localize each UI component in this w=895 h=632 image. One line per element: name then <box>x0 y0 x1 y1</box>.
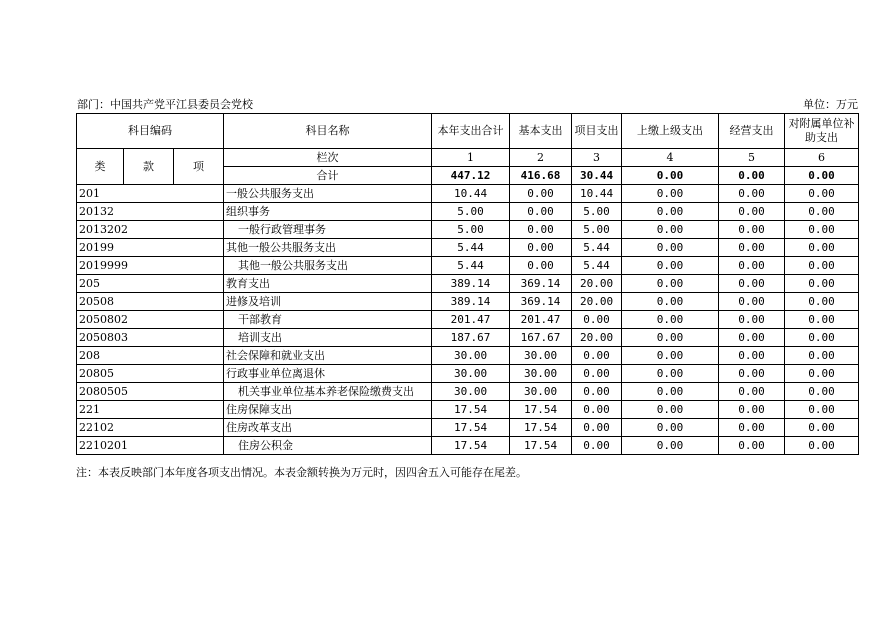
row-value: 0.00 <box>622 329 719 347</box>
row-value: 0.00 <box>785 293 859 311</box>
row-value: 30.00 <box>510 383 572 401</box>
row-value: 0.00 <box>719 221 785 239</box>
header-business: 经营支出 <box>719 114 785 149</box>
row-name: 住房改革支出 <box>224 419 432 437</box>
row-value: 0.00 <box>572 383 622 401</box>
row-value: 17.54 <box>432 401 510 419</box>
row-value: 5.00 <box>572 221 622 239</box>
column-index-number: 1 <box>432 149 510 167</box>
table-row <box>77 239 859 257</box>
row-value: 0.00 <box>622 293 719 311</box>
row-name: 培训支出 <box>224 329 432 347</box>
row-value: 5.44 <box>432 239 510 257</box>
row-value: 10.44 <box>432 185 510 203</box>
header-xiang: 项 <box>174 149 224 185</box>
row-value: 30.00 <box>432 347 510 365</box>
row-value: 0.00 <box>572 437 622 455</box>
column-index-number: 2 <box>510 149 572 167</box>
row-name: 教育支出 <box>224 275 432 293</box>
table-row <box>77 365 859 383</box>
row-code: 2210201 <box>77 437 224 455</box>
expenditure-table <box>76 113 859 455</box>
row-value: 0.00 <box>785 347 859 365</box>
row-code: 22102 <box>77 419 224 437</box>
row-name: 一般公共服务支出 <box>224 185 432 203</box>
total-value: 0.00 <box>719 167 785 185</box>
header-subsidy: 对附属单位补助支出 <box>785 114 859 149</box>
row-value: 20.00 <box>572 275 622 293</box>
table-row <box>77 203 859 221</box>
row-value: 5.44 <box>572 257 622 275</box>
row-value: 0.00 <box>572 419 622 437</box>
row-value: 30.00 <box>510 347 572 365</box>
row-value: 0.00 <box>622 383 719 401</box>
row-value: 0.00 <box>572 365 622 383</box>
row-value: 17.54 <box>510 437 572 455</box>
table-row <box>77 383 859 401</box>
row-value: 0.00 <box>785 311 859 329</box>
row-value: 201.47 <box>510 311 572 329</box>
row-value: 0.00 <box>622 311 719 329</box>
row-value: 0.00 <box>719 437 785 455</box>
row-value: 0.00 <box>785 419 859 437</box>
column-index-number: 4 <box>622 149 719 167</box>
row-value: 30.00 <box>510 365 572 383</box>
table-row <box>77 329 859 347</box>
row-value: 10.44 <box>572 185 622 203</box>
row-value: 0.00 <box>785 383 859 401</box>
row-value: 389.14 <box>432 293 510 311</box>
row-value: 0.00 <box>622 401 719 419</box>
row-code: 2050802 <box>77 311 224 329</box>
table-row <box>77 293 859 311</box>
total-value: 447.12 <box>432 167 510 185</box>
row-value: 0.00 <box>719 257 785 275</box>
row-name: 组织事务 <box>224 203 432 221</box>
row-code: 2019999 <box>77 257 224 275</box>
row-value: 0.00 <box>622 221 719 239</box>
row-value: 0.00 <box>785 185 859 203</box>
header-total: 本年支出合计 <box>432 114 510 149</box>
row-value: 0.00 <box>622 239 719 257</box>
header-remit: 上缴上级支出 <box>622 114 719 149</box>
row-value: 20.00 <box>572 293 622 311</box>
row-value: 0.00 <box>622 203 719 221</box>
row-code: 205 <box>77 275 224 293</box>
header-name: 科目名称 <box>224 114 432 149</box>
row-value: 0.00 <box>785 329 859 347</box>
table-row <box>77 275 859 293</box>
row-name: 住房保障支出 <box>224 401 432 419</box>
row-code: 2013202 <box>77 221 224 239</box>
row-value: 389.14 <box>432 275 510 293</box>
row-value: 30.00 <box>432 365 510 383</box>
row-value: 0.00 <box>572 401 622 419</box>
row-name: 住房公积金 <box>224 437 432 455</box>
row-value: 0.00 <box>785 401 859 419</box>
row-value: 0.00 <box>719 203 785 221</box>
header-code-group: 科目编码 <box>77 114 224 149</box>
row-name: 社会保障和就业支出 <box>224 347 432 365</box>
unit-label: 单位：万元 <box>803 98 858 111</box>
row-code: 201 <box>77 185 224 203</box>
row-value: 0.00 <box>572 311 622 329</box>
row-value: 0.00 <box>719 383 785 401</box>
total-value: 0.00 <box>622 167 719 185</box>
row-code: 221 <box>77 401 224 419</box>
row-value: 0.00 <box>785 221 859 239</box>
row-value: 5.00 <box>432 221 510 239</box>
row-value: 0.00 <box>719 329 785 347</box>
department-label: 部门：中国共产党平江县委员会党校 <box>77 98 253 111</box>
row-value: 0.00 <box>719 311 785 329</box>
row-value: 5.00 <box>572 203 622 221</box>
row-code: 20805 <box>77 365 224 383</box>
row-name: 干部教育 <box>224 311 432 329</box>
table-row <box>77 257 859 275</box>
row-value: 0.00 <box>719 185 785 203</box>
row-value: 0.00 <box>510 239 572 257</box>
row-value: 0.00 <box>785 275 859 293</box>
row-value: 5.44 <box>572 239 622 257</box>
row-value: 0.00 <box>719 293 785 311</box>
row-value: 5.44 <box>432 257 510 275</box>
column-index-row <box>77 149 859 167</box>
row-value: 0.00 <box>510 203 572 221</box>
row-name: 进修及培训 <box>224 293 432 311</box>
table-row <box>77 221 859 239</box>
row-value: 0.00 <box>622 257 719 275</box>
footnote: 注：本表反映部门本年度各项支出情况。本表金额转换为万元时，因四舍五入可能存在尾差。 <box>76 466 527 479</box>
row-value: 187.67 <box>432 329 510 347</box>
total-value: 416.68 <box>510 167 572 185</box>
row-value: 20.00 <box>572 329 622 347</box>
row-value: 369.14 <box>510 293 572 311</box>
row-code: 20132 <box>77 203 224 221</box>
row-value: 0.00 <box>785 257 859 275</box>
header-lei: 类 <box>77 149 124 185</box>
table-row <box>77 311 859 329</box>
header-kuan: 款 <box>124 149 174 185</box>
row-value: 0.00 <box>622 419 719 437</box>
row-name: 行政事业单位离退休 <box>224 365 432 383</box>
row-code: 20199 <box>77 239 224 257</box>
table-row <box>77 347 859 365</box>
row-value: 0.00 <box>719 239 785 257</box>
row-value: 0.00 <box>719 365 785 383</box>
row-value: 0.00 <box>719 347 785 365</box>
row-value: 0.00 <box>510 257 572 275</box>
row-code: 2080505 <box>77 383 224 401</box>
row-value: 30.00 <box>432 383 510 401</box>
table-row <box>77 185 859 203</box>
row-code: 208 <box>77 347 224 365</box>
table-row <box>77 401 859 419</box>
row-value: 0.00 <box>719 275 785 293</box>
row-name: 其他一般公共服务支出 <box>224 257 432 275</box>
row-value: 0.00 <box>622 185 719 203</box>
row-value: 5.00 <box>432 203 510 221</box>
header-basic: 基本支出 <box>510 114 572 149</box>
column-index-number: 3 <box>572 149 622 167</box>
table-row <box>77 419 859 437</box>
row-value: 201.47 <box>432 311 510 329</box>
table-row <box>77 437 859 455</box>
row-value: 17.54 <box>510 401 572 419</box>
header-project: 项目支出 <box>572 114 622 149</box>
row-value: 0.00 <box>622 347 719 365</box>
row-value: 17.54 <box>510 419 572 437</box>
row-value: 0.00 <box>719 419 785 437</box>
total-value: 30.44 <box>572 167 622 185</box>
row-value: 17.54 <box>432 419 510 437</box>
row-name: 机关事业单位基本养老保险缴费支出 <box>224 383 432 401</box>
total-value: 0.00 <box>785 167 859 185</box>
row-value: 0.00 <box>785 203 859 221</box>
row-value: 0.00 <box>572 347 622 365</box>
row-value: 0.00 <box>719 401 785 419</box>
row-code: 20508 <box>77 293 224 311</box>
row-value: 17.54 <box>432 437 510 455</box>
column-index-number: 5 <box>719 149 785 167</box>
row-code: 2050803 <box>77 329 224 347</box>
row-name: 其他一般公共服务支出 <box>224 239 432 257</box>
row-value: 0.00 <box>785 437 859 455</box>
row-value: 0.00 <box>785 239 859 257</box>
row-name: 一般行政管理事务 <box>224 221 432 239</box>
row-value: 0.00 <box>510 221 572 239</box>
total-label: 合计 <box>224 167 432 185</box>
column-index-label: 栏次 <box>224 149 432 167</box>
row-value: 167.67 <box>510 329 572 347</box>
row-value: 369.14 <box>510 275 572 293</box>
row-value: 0.00 <box>622 275 719 293</box>
column-index-number: 6 <box>785 149 859 167</box>
row-value: 0.00 <box>622 437 719 455</box>
header-row <box>77 114 859 149</box>
row-value: 0.00 <box>622 365 719 383</box>
row-value: 0.00 <box>785 365 859 383</box>
row-value: 0.00 <box>510 185 572 203</box>
